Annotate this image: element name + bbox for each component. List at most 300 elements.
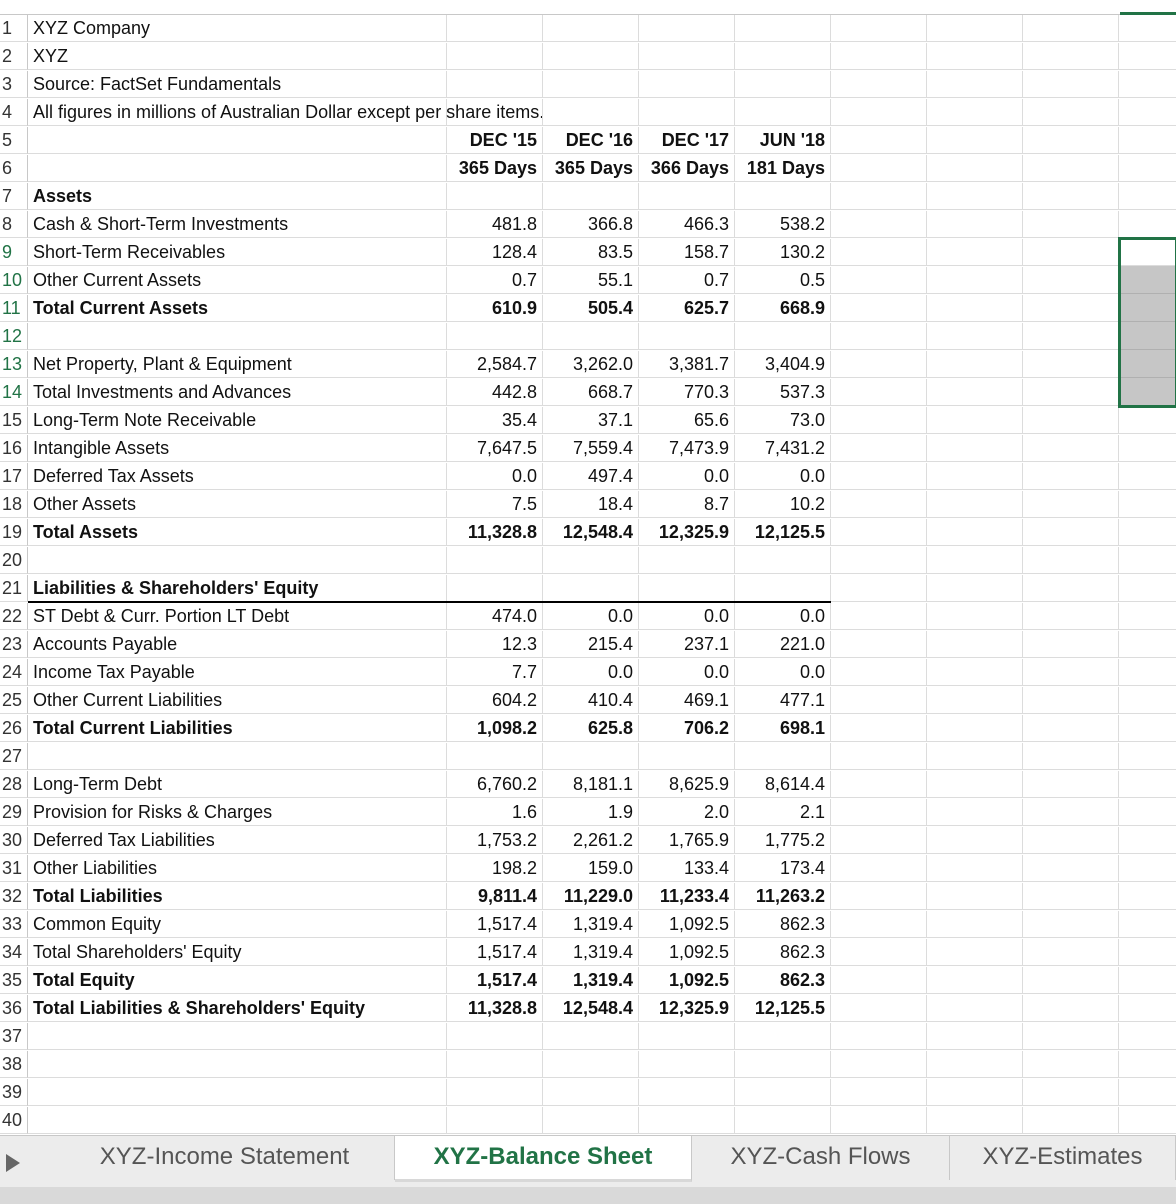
value-cell[interactable] <box>447 15 543 42</box>
empty-cell[interactable] <box>1119 771 1176 798</box>
empty-cell[interactable] <box>1119 1023 1176 1050</box>
value-cell[interactable]: 1,517.4 <box>447 967 543 994</box>
value-cell[interactable]: 862.3 <box>735 939 831 966</box>
empty-cell[interactable] <box>1119 71 1176 98</box>
empty-cell[interactable] <box>831 267 927 294</box>
value-cell[interactable] <box>735 575 831 602</box>
column-header-strip[interactable] <box>0 0 1176 15</box>
value-cell[interactable]: 12,325.9 <box>639 519 735 546</box>
value-cell[interactable]: 1,517.4 <box>447 939 543 966</box>
value-cell[interactable] <box>543 1107 639 1134</box>
label-cell[interactable]: Accounts Payable <box>28 631 447 658</box>
label-cell[interactable] <box>28 155 447 182</box>
value-cell[interactable]: 6,760.2 <box>447 771 543 798</box>
value-cell[interactable] <box>735 547 831 574</box>
tab-scroll-right-icon[interactable] <box>6 1154 20 1172</box>
value-cell[interactable]: 538.2 <box>735 211 831 238</box>
value-cell[interactable]: 604.2 <box>447 687 543 714</box>
empty-cell[interactable] <box>1023 379 1119 406</box>
empty-cell[interactable] <box>927 911 1023 938</box>
value-cell[interactable] <box>447 1051 543 1078</box>
empty-cell[interactable] <box>1023 239 1119 266</box>
empty-cell[interactable] <box>1119 463 1176 490</box>
row-number[interactable]: 23 <box>0 631 28 658</box>
empty-cell[interactable] <box>831 15 927 42</box>
value-cell[interactable]: 668.7 <box>543 379 639 406</box>
empty-cell[interactable] <box>831 827 927 854</box>
value-cell[interactable] <box>543 99 639 126</box>
value-cell[interactable]: 1.6 <box>447 799 543 826</box>
row-number[interactable]: 11 <box>0 295 28 322</box>
sheet-tab[interactable]: XYZ-Cash Flows <box>692 1136 950 1180</box>
value-cell[interactable]: 181 Days <box>735 155 831 182</box>
empty-cell[interactable] <box>1023 1051 1119 1078</box>
label-cell[interactable]: Long-Term Debt <box>28 771 447 798</box>
row-number[interactable]: 6 <box>0 155 28 182</box>
value-cell[interactable]: 12,125.5 <box>735 995 831 1022</box>
value-cell[interactable] <box>735 183 831 210</box>
value-cell[interactable] <box>447 43 543 70</box>
value-cell[interactable]: 537.3 <box>735 379 831 406</box>
empty-cell[interactable] <box>927 771 1023 798</box>
value-cell[interactable]: 862.3 <box>735 967 831 994</box>
value-cell[interactable]: 7.7 <box>447 659 543 686</box>
row-number[interactable]: 3 <box>0 71 28 98</box>
value-cell[interactable]: DEC '16 <box>543 127 639 154</box>
empty-cell[interactable] <box>1119 547 1176 574</box>
value-cell[interactable] <box>543 1023 639 1050</box>
value-cell[interactable] <box>447 1079 543 1106</box>
value-cell[interactable] <box>735 99 831 126</box>
label-cell[interactable]: Total Assets <box>28 519 447 546</box>
empty-cell[interactable] <box>1119 183 1176 210</box>
empty-cell[interactable] <box>831 631 927 658</box>
empty-cell[interactable] <box>831 799 927 826</box>
label-cell[interactable]: Net Property, Plant & Equipment <box>28 351 447 378</box>
row-number[interactable]: 24 <box>0 659 28 686</box>
row-number[interactable]: 17 <box>0 463 28 490</box>
empty-cell[interactable] <box>927 687 1023 714</box>
empty-cell[interactable] <box>927 183 1023 210</box>
empty-cell[interactable] <box>1119 155 1176 182</box>
value-cell[interactable]: 0.0 <box>639 463 735 490</box>
empty-cell[interactable] <box>927 1051 1023 1078</box>
label-cell[interactable]: Deferred Tax Assets <box>28 463 447 490</box>
row-number[interactable]: 26 <box>0 715 28 742</box>
value-cell[interactable]: 1,319.4 <box>543 967 639 994</box>
row-number[interactable]: 13 <box>0 351 28 378</box>
value-cell[interactable]: DEC '17 <box>639 127 735 154</box>
label-cell[interactable]: All figures in millions of Australian Dollar except per share items. <box>28 99 447 126</box>
label-cell[interactable]: Total Liabilities & Shareholders' Equity <box>28 995 447 1022</box>
value-cell[interactable]: 474.0 <box>447 603 543 630</box>
row-number[interactable]: 10 <box>0 267 28 294</box>
empty-cell[interactable] <box>1023 771 1119 798</box>
empty-cell[interactable] <box>1023 15 1119 42</box>
value-cell[interactable] <box>447 71 543 98</box>
empty-cell[interactable] <box>1023 407 1119 434</box>
empty-cell[interactable] <box>927 379 1023 406</box>
empty-cell[interactable] <box>831 715 927 742</box>
value-cell[interactable]: 442.8 <box>447 379 543 406</box>
empty-cell[interactable] <box>1023 939 1119 966</box>
value-cell[interactable]: 8,614.4 <box>735 771 831 798</box>
empty-cell[interactable] <box>831 995 927 1022</box>
value-cell[interactable]: 610.9 <box>447 295 543 322</box>
value-cell[interactable] <box>639 1051 735 1078</box>
value-cell[interactable] <box>639 743 735 770</box>
value-cell[interactable] <box>543 575 639 602</box>
row-number[interactable]: 36 <box>0 995 28 1022</box>
empty-cell[interactable] <box>1023 603 1119 630</box>
empty-cell[interactable] <box>1023 1023 1119 1050</box>
empty-cell[interactable] <box>831 743 927 770</box>
value-cell[interactable]: 1,092.5 <box>639 911 735 938</box>
empty-cell[interactable] <box>1119 435 1176 462</box>
empty-cell[interactable] <box>1023 715 1119 742</box>
value-cell[interactable]: 466.3 <box>639 211 735 238</box>
label-cell[interactable] <box>28 547 447 574</box>
label-cell[interactable]: Cash & Short-Term Investments <box>28 211 447 238</box>
empty-cell[interactable] <box>831 155 927 182</box>
value-cell[interactable] <box>639 15 735 42</box>
empty-cell[interactable] <box>1119 1051 1176 1078</box>
value-cell[interactable]: 0.7 <box>447 267 543 294</box>
value-cell[interactable]: 3,381.7 <box>639 351 735 378</box>
empty-cell[interactable] <box>1023 99 1119 126</box>
value-cell[interactable] <box>639 323 735 350</box>
value-cell[interactable]: 12,548.4 <box>543 519 639 546</box>
value-cell[interactable] <box>639 71 735 98</box>
row-number[interactable]: 12 <box>0 323 28 350</box>
value-cell[interactable]: 625.8 <box>543 715 639 742</box>
value-cell[interactable]: 625.7 <box>639 295 735 322</box>
value-cell[interactable] <box>543 1079 639 1106</box>
value-cell[interactable] <box>543 323 639 350</box>
empty-cell[interactable] <box>1023 1079 1119 1106</box>
empty-cell[interactable] <box>927 995 1023 1022</box>
value-cell[interactable]: 481.8 <box>447 211 543 238</box>
empty-cell[interactable] <box>927 1079 1023 1106</box>
empty-cell[interactable] <box>927 659 1023 686</box>
row-number[interactable]: 8 <box>0 211 28 238</box>
empty-cell[interactable] <box>927 323 1023 350</box>
value-cell[interactable] <box>639 43 735 70</box>
value-cell[interactable]: 12,548.4 <box>543 995 639 1022</box>
empty-cell[interactable] <box>1023 323 1119 350</box>
label-cell[interactable] <box>28 743 447 770</box>
empty-cell[interactable] <box>831 771 927 798</box>
value-cell[interactable]: 65.6 <box>639 407 735 434</box>
value-cell[interactable]: 365 Days <box>447 155 543 182</box>
empty-cell[interactable] <box>1119 15 1176 42</box>
value-cell[interactable]: 698.1 <box>735 715 831 742</box>
value-cell[interactable]: 469.1 <box>639 687 735 714</box>
empty-cell[interactable] <box>1023 743 1119 770</box>
row-number[interactable]: 27 <box>0 743 28 770</box>
empty-cell[interactable] <box>927 939 1023 966</box>
row-number[interactable]: 37 <box>0 1023 28 1050</box>
value-cell[interactable] <box>447 575 543 602</box>
value-cell[interactable]: 237.1 <box>639 631 735 658</box>
value-cell[interactable]: 12,325.9 <box>639 995 735 1022</box>
sheet-tab[interactable]: XYZ-Income Statement <box>55 1136 395 1180</box>
value-cell[interactable] <box>735 1107 831 1134</box>
value-cell[interactable]: 11,328.8 <box>447 995 543 1022</box>
value-cell[interactable]: 497.4 <box>543 463 639 490</box>
value-cell[interactable] <box>735 1079 831 1106</box>
empty-cell[interactable] <box>1023 351 1119 378</box>
empty-cell[interactable] <box>1119 883 1176 910</box>
empty-cell[interactable] <box>927 743 1023 770</box>
row-number[interactable]: 28 <box>0 771 28 798</box>
value-cell[interactable]: 366.8 <box>543 211 639 238</box>
empty-cell[interactable] <box>831 43 927 70</box>
empty-cell[interactable] <box>831 967 927 994</box>
value-cell[interactable] <box>447 183 543 210</box>
empty-cell[interactable] <box>831 883 927 910</box>
row-number[interactable]: 22 <box>0 603 28 630</box>
label-cell[interactable]: Total Current Assets <box>28 295 447 322</box>
value-cell[interactable]: 1,319.4 <box>543 911 639 938</box>
label-cell[interactable]: Short-Term Receivables <box>28 239 447 266</box>
value-cell[interactable]: 9,811.4 <box>447 883 543 910</box>
value-cell[interactable]: 3,404.9 <box>735 351 831 378</box>
empty-cell[interactable] <box>831 603 927 630</box>
row-number[interactable]: 15 <box>0 407 28 434</box>
label-cell[interactable]: ST Debt & Curr. Portion LT Debt <box>28 603 447 630</box>
value-cell[interactable] <box>543 743 639 770</box>
empty-cell[interactable] <box>1023 463 1119 490</box>
value-cell[interactable]: 7,473.9 <box>639 435 735 462</box>
row-number[interactable]: 31 <box>0 855 28 882</box>
empty-cell[interactable] <box>831 687 927 714</box>
empty-cell[interactable] <box>831 1023 927 1050</box>
empty-cell[interactable] <box>927 15 1023 42</box>
empty-cell[interactable] <box>927 883 1023 910</box>
empty-cell[interactable] <box>1023 267 1119 294</box>
value-cell[interactable] <box>735 323 831 350</box>
row-number[interactable]: 2 <box>0 43 28 70</box>
value-cell[interactable]: 130.2 <box>735 239 831 266</box>
empty-cell[interactable] <box>1023 883 1119 910</box>
row-number[interactable]: 16 <box>0 435 28 462</box>
empty-cell[interactable] <box>1023 911 1119 938</box>
empty-cell[interactable] <box>927 519 1023 546</box>
empty-cell[interactable] <box>1023 435 1119 462</box>
value-cell[interactable]: 35.4 <box>447 407 543 434</box>
value-cell[interactable]: 37.1 <box>543 407 639 434</box>
value-cell[interactable] <box>639 99 735 126</box>
value-cell[interactable]: 55.1 <box>543 267 639 294</box>
empty-cell[interactable] <box>1119 99 1176 126</box>
empty-cell[interactable] <box>927 407 1023 434</box>
value-cell[interactable]: 0.0 <box>639 659 735 686</box>
empty-cell[interactable] <box>1023 659 1119 686</box>
value-cell[interactable] <box>543 71 639 98</box>
empty-cell[interactable] <box>1023 183 1119 210</box>
label-cell[interactable] <box>28 127 447 154</box>
row-number[interactable]: 40 <box>0 1107 28 1134</box>
empty-cell[interactable] <box>831 127 927 154</box>
empty-cell[interactable] <box>1119 407 1176 434</box>
empty-cell[interactable] <box>831 435 927 462</box>
label-cell[interactable]: Deferred Tax Liabilities <box>28 827 447 854</box>
empty-cell[interactable] <box>927 267 1023 294</box>
label-cell[interactable]: Provision for Risks & Charges <box>28 799 447 826</box>
empty-cell[interactable] <box>1119 211 1176 238</box>
empty-cell[interactable] <box>831 911 927 938</box>
empty-cell[interactable] <box>1119 603 1176 630</box>
value-cell[interactable]: 11,263.2 <box>735 883 831 910</box>
value-cell[interactable]: 0.7 <box>639 267 735 294</box>
empty-cell[interactable] <box>831 855 927 882</box>
empty-cell[interactable] <box>927 463 1023 490</box>
label-cell[interactable]: Income Tax Payable <box>28 659 447 686</box>
empty-cell[interactable] <box>927 127 1023 154</box>
empty-cell[interactable] <box>1119 855 1176 882</box>
empty-cell[interactable] <box>927 295 1023 322</box>
empty-cell[interactable] <box>927 239 1023 266</box>
empty-cell[interactable] <box>1023 547 1119 574</box>
label-cell[interactable]: Total Equity <box>28 967 447 994</box>
value-cell[interactable]: 706.2 <box>639 715 735 742</box>
spreadsheet-grid[interactable] <box>0 15 1176 1135</box>
empty-cell[interactable] <box>1023 1107 1119 1134</box>
empty-cell[interactable] <box>927 715 1023 742</box>
empty-cell[interactable] <box>831 491 927 518</box>
value-cell[interactable]: JUN '18 <box>735 127 831 154</box>
row-number[interactable]: 29 <box>0 799 28 826</box>
value-cell[interactable]: 365 Days <box>543 155 639 182</box>
value-cell[interactable]: 2.0 <box>639 799 735 826</box>
value-cell[interactable]: 1.9 <box>543 799 639 826</box>
value-cell[interactable]: 158.7 <box>639 239 735 266</box>
value-cell[interactable]: 83.5 <box>543 239 639 266</box>
row-number[interactable]: 18 <box>0 491 28 518</box>
label-cell[interactable] <box>28 1023 447 1050</box>
empty-cell[interactable] <box>1023 71 1119 98</box>
empty-cell[interactable] <box>1023 491 1119 518</box>
empty-cell[interactable] <box>1119 939 1176 966</box>
value-cell[interactable]: 221.0 <box>735 631 831 658</box>
empty-cell[interactable] <box>831 239 927 266</box>
value-cell[interactable]: 0.0 <box>543 603 639 630</box>
value-cell[interactable]: 1,765.9 <box>639 827 735 854</box>
empty-cell[interactable] <box>1023 43 1119 70</box>
empty-cell[interactable] <box>831 183 927 210</box>
value-cell[interactable]: 668.9 <box>735 295 831 322</box>
row-number[interactable]: 1 <box>0 15 28 42</box>
value-cell[interactable]: 0.0 <box>735 463 831 490</box>
empty-cell[interactable] <box>927 155 1023 182</box>
row-number[interactable]: 19 <box>0 519 28 546</box>
label-cell[interactable]: Liabilities & Shareholders' Equity <box>28 575 447 602</box>
empty-cell[interactable] <box>1119 43 1176 70</box>
empty-cell[interactable] <box>927 351 1023 378</box>
value-cell[interactable] <box>735 1023 831 1050</box>
empty-cell[interactable] <box>1119 491 1176 518</box>
row-number[interactable]: 4 <box>0 99 28 126</box>
row-number[interactable]: 21 <box>0 575 28 602</box>
value-cell[interactable]: 862.3 <box>735 911 831 938</box>
label-cell[interactable] <box>28 1107 447 1134</box>
value-cell[interactable]: 477.1 <box>735 687 831 714</box>
value-cell[interactable]: 1,775.2 <box>735 827 831 854</box>
value-cell[interactable]: 2,584.7 <box>447 351 543 378</box>
value-cell[interactable] <box>447 547 543 574</box>
value-cell[interactable] <box>639 1023 735 1050</box>
empty-cell[interactable] <box>1023 155 1119 182</box>
value-cell[interactable] <box>735 1051 831 1078</box>
empty-cell[interactable] <box>831 295 927 322</box>
value-cell[interactable] <box>735 743 831 770</box>
value-cell[interactable]: 133.4 <box>639 855 735 882</box>
value-cell[interactable] <box>447 323 543 350</box>
label-cell[interactable]: Total Current Liabilities <box>28 715 447 742</box>
empty-cell[interactable] <box>831 659 927 686</box>
value-cell[interactable]: 7,431.2 <box>735 435 831 462</box>
empty-cell[interactable] <box>831 323 927 350</box>
value-cell[interactable]: 770.3 <box>639 379 735 406</box>
label-cell[interactable]: Other Current Liabilities <box>28 687 447 714</box>
value-cell[interactable] <box>447 99 543 126</box>
value-cell[interactable]: 366 Days <box>639 155 735 182</box>
label-cell[interactable]: Total Investments and Advances <box>28 379 447 406</box>
value-cell[interactable]: 8.7 <box>639 491 735 518</box>
empty-cell[interactable] <box>927 71 1023 98</box>
label-cell[interactable]: Other Liabilities <box>28 855 447 882</box>
empty-cell[interactable] <box>927 99 1023 126</box>
value-cell[interactable]: 0.0 <box>735 603 831 630</box>
value-cell[interactable] <box>447 743 543 770</box>
empty-cell[interactable] <box>1119 127 1176 154</box>
empty-cell[interactable] <box>1119 1079 1176 1106</box>
empty-cell[interactable] <box>1119 575 1176 602</box>
empty-cell[interactable] <box>1119 743 1176 770</box>
empty-cell[interactable] <box>1023 127 1119 154</box>
label-cell[interactable]: Common Equity <box>28 911 447 938</box>
sheet-tab[interactable]: XYZ-Balance Sheet <box>395 1136 692 1182</box>
label-cell[interactable]: Other Assets <box>28 491 447 518</box>
value-cell[interactable] <box>735 43 831 70</box>
empty-cell[interactable] <box>1119 631 1176 658</box>
value-cell[interactable] <box>543 1051 639 1078</box>
value-cell[interactable]: 173.4 <box>735 855 831 882</box>
empty-cell[interactable] <box>831 547 927 574</box>
value-cell[interactable]: 1,092.5 <box>639 967 735 994</box>
empty-cell[interactable] <box>1023 967 1119 994</box>
value-cell[interactable] <box>639 1107 735 1134</box>
value-cell[interactable]: 505.4 <box>543 295 639 322</box>
value-cell[interactable]: 11,328.8 <box>447 519 543 546</box>
empty-cell[interactable] <box>1119 1107 1176 1134</box>
value-cell[interactable] <box>447 1107 543 1134</box>
value-cell[interactable]: 7.5 <box>447 491 543 518</box>
value-cell[interactable]: 7,559.4 <box>543 435 639 462</box>
value-cell[interactable]: 1,319.4 <box>543 939 639 966</box>
value-cell[interactable]: 73.0 <box>735 407 831 434</box>
empty-cell[interactable] <box>1023 295 1119 322</box>
label-cell[interactable]: Intangible Assets <box>28 435 447 462</box>
empty-cell[interactable] <box>831 1107 927 1134</box>
value-cell[interactable]: 159.0 <box>543 855 639 882</box>
empty-cell[interactable] <box>1119 827 1176 854</box>
empty-cell[interactable] <box>831 211 927 238</box>
value-cell[interactable]: 12.3 <box>447 631 543 658</box>
empty-cell[interactable] <box>927 211 1023 238</box>
empty-cell[interactable] <box>1119 715 1176 742</box>
